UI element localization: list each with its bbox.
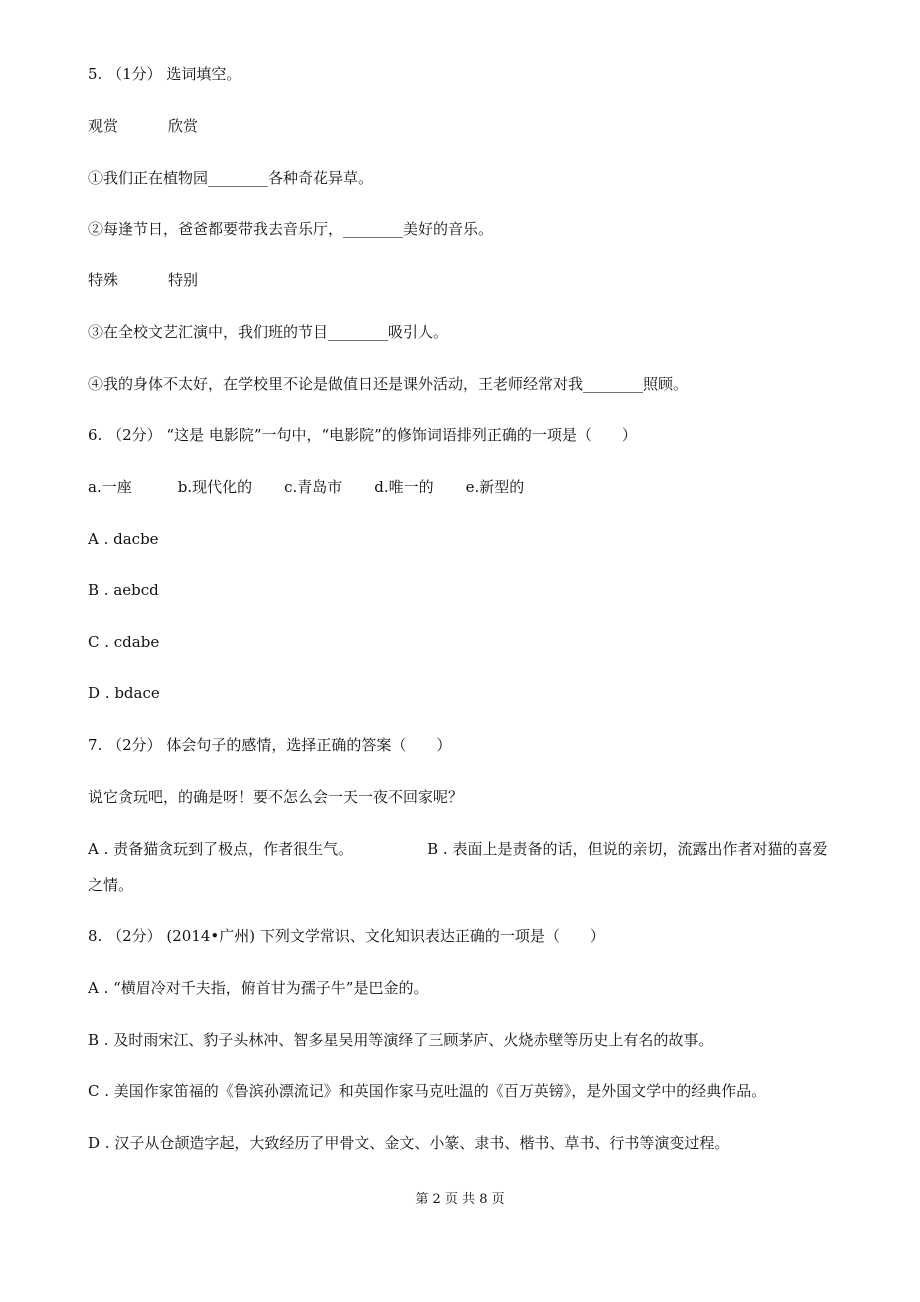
fill-blank-sentence-2: ②每逢节日，爸爸都要带我去音乐厅，________美好的音乐。 xyxy=(88,220,494,238)
question-8-option-d[interactable]: D . 汉子从仓颉造字起，大致经历了甲骨文、金文、小篆、隶书、楷书、草书、行书等演变过程。 xyxy=(88,1134,730,1152)
fill-blank-sentence-3: ③在全校文艺汇演中，我们班的节目________吸引人。 xyxy=(88,323,449,341)
modifier-item: c.青岛市 xyxy=(284,478,343,496)
word-choice: 欣赏 xyxy=(168,117,199,135)
question-5-header: 5. （1分） 选词填空。 xyxy=(88,65,242,83)
question-8-option-b[interactable]: B . 及时雨宋江、豹子头林冲、智多星吴用等演绎了三顾茅庐、火烧赤壁等历史上有名的故事。 xyxy=(88,1031,714,1049)
question-6-option-a[interactable]: A . dacbe xyxy=(88,530,159,548)
question-8-option-c[interactable]: C . 美国作家笛福的《鲁滨孙漂流记》和英国作家马克吐温的《百万英镑》，是外国文学中的经典作品。 xyxy=(88,1082,767,1100)
fill-blank-sentence-1: ①我们正在植物园________各种奇花异草。 xyxy=(88,169,374,187)
question-7-option-b[interactable]: B . 表面上是责备的话，但说的亲切，流露出作者对猫的喜爱 xyxy=(427,840,828,858)
word-choice: 特别 xyxy=(168,271,199,289)
page-number-footer: 第 2 页 共 8 页 xyxy=(415,1192,505,1207)
question-6-option-b[interactable]: B . aebcd xyxy=(88,581,159,599)
question-8-option-a[interactable]: A . “横眉冷对千夫指，俯首甘为孺子牛”是巴金的。 xyxy=(88,979,429,997)
modifier-item: e.新型的 xyxy=(465,478,525,496)
modifier-items-row xyxy=(88,477,524,497)
question-7-sentence: 说它贪玩吧，的确是呀！要不怎么会一天一夜不回家呢？ xyxy=(88,788,464,806)
question-6-option-c[interactable]: C . cdabe xyxy=(88,633,160,651)
modifier-item: a.一座 xyxy=(88,478,132,496)
word-choice: 观赏 xyxy=(88,117,119,135)
question-7-header: 7. （2分） 体会句子的感情，选择正确的答案（ ） xyxy=(88,736,452,754)
word-choice-row-1 xyxy=(88,116,198,136)
word-choice-row-2 xyxy=(88,270,198,290)
modifier-item: d.唯一的 xyxy=(374,478,434,496)
fill-blank-sentence-4: ④我的身体不太好，在学校里不论是做值日还是课外活动，王老师经常对我________照顾。 xyxy=(88,375,689,393)
question-8-header: 8. （2分） (2014•广州) 下列文学常识、文化知识表达正确的一项是（ ） xyxy=(88,927,605,945)
question-7-options-row xyxy=(88,839,827,859)
question-6-option-d[interactable]: D . bdace xyxy=(88,684,160,702)
question-7-option-b-continuation: 之情。 xyxy=(88,876,134,894)
modifier-item: b.现代化的 xyxy=(177,478,253,496)
question-6-header: 6. （2分） “这是 电影院”一句中，“电影院”的修饰词语排列正确的一项是（ ） xyxy=(88,426,637,444)
question-7-option-a[interactable]: A . 责备猫贪玩到了极点，作者很生气。 xyxy=(88,840,354,858)
word-choice: 特殊 xyxy=(88,271,119,289)
